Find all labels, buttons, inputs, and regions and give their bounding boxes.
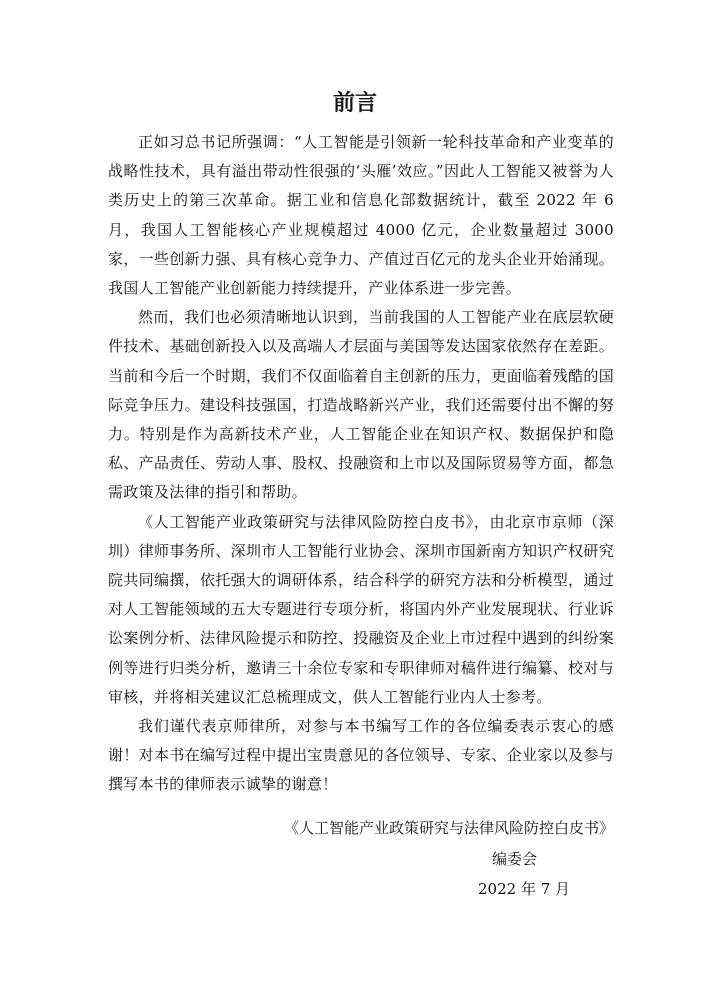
page-title: 前言 (332, 91, 377, 116)
paragraph-whitepaper: 《人工智能产业政策研究与法律风险防控白皮书》，由北京市京师（深圳）律师事务所、深圳市人工智能行业协会、深圳市国新南方知识产权研究院共同编撰，依托强大的调研体系，结合科学的研究方法和分析模型，通过对人工智能领域的五大专题进行专项分析，将国内外产业发展现状、行业诉讼案例分析、法律风险提示和防控、投融资及企业上市过程中遇到的纠纷案例等进行归类分析，邀请三十余位专家和专职律师对稿件进行编纂、校对与审核，并将相关建议汇总梳理成文，供人工智能行业内人士参考。 (108, 512, 614, 706)
signature-committee: 编委会 (492, 850, 538, 868)
signature-date: 2022 年 7 月 (478, 880, 571, 898)
preface-body (108, 128, 614, 800)
paragraph-intro: 正如习总书记所强调：“人工智能是引领新一轮科技革命和产业变革的战略性技术，具有溢出带动性很强的‘头雁’效应。”因此人工智能又被誉为人类历史上的第三次革命。据工业和信息化部数据统计，截至 2022 年 6 月，我国人工智能核心产业规模超过 4000 亿元，企业数量超过 3000 家，一些创新力强、具有核心竞争力、产值过百亿元的龙头企业开始涌现。我国人工智能产业创新能力持续提升，产业体系进一步完善。 (108, 133, 614, 298)
paragraph-thanks: 我们谨代表京师律所，对参与本书编写工作的各位编委表示衷心的感谢！对本书在编写过程中提出宝贵意见的各位领导、专家、企业家以及参与撰写本书的律师表示诚挚的谢意！ (108, 717, 614, 794)
paragraph-challenges: 然而，我们也必须清晰地认识到，当前我国的人工智能产业在底层软硬件技术、基础创新投入以及高端人才层面与美国等发达国家依然存在差距。当前和今后一个时期，我们不仅面临着自主创新的压力，更面临着残酷的国际竞争压力。建设科技强国，打造战略新兴产业，我们还需要付出不懈的努力。特别是作为高新技术产业，人工智能企业在知识产权、数据保护和隐私、产品责任、劳动人事、股权、投融资和上市以及国际贸易等方面，都急需政策及法律的指引和帮助。 (108, 308, 614, 502)
signature-book-title: 《人工智能产业政策研究与法律风险防控白皮书》 (283, 819, 614, 837)
